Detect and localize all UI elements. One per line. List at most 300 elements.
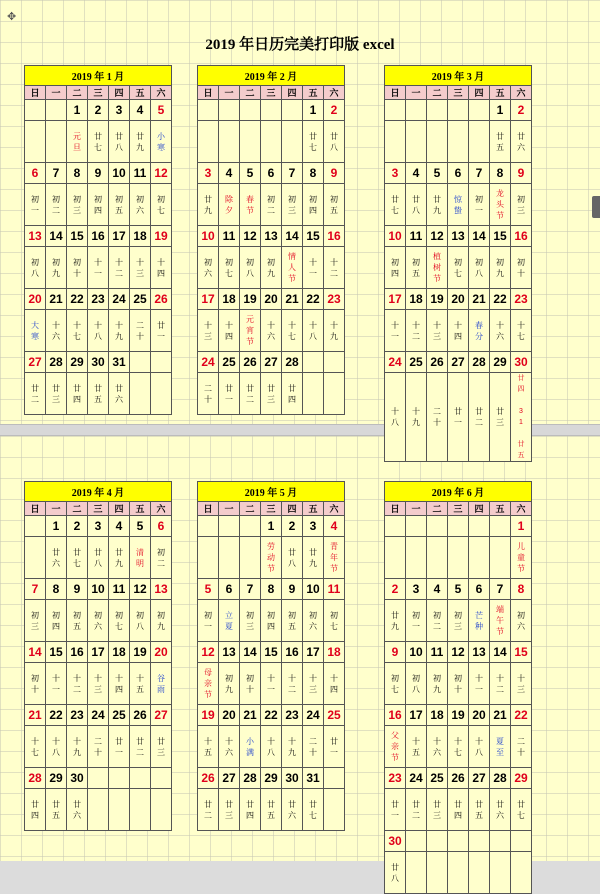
day-number[interactable]: 21 [25, 705, 46, 726]
lunar-date: 春 节 [240, 184, 261, 226]
lunar-date: 龙 头 节 [490, 184, 511, 226]
day-number[interactable]: 11 [219, 226, 240, 247]
lunar-date: 初 十 [67, 247, 88, 289]
day-number[interactable]: 3 [109, 100, 130, 121]
day-number[interactable]: 14 [469, 226, 490, 247]
day-number[interactable]: 27 [151, 705, 172, 726]
day-number[interactable]: 9 [511, 163, 532, 184]
day-number[interactable]: 28 [469, 352, 490, 373]
lunar-date: 情 人 节 [282, 247, 303, 289]
lunar-date: 廿 八 [406, 184, 427, 226]
day-number[interactable]: 8 [261, 579, 282, 600]
day-number[interactable]: 8 [303, 163, 324, 184]
day-number[interactable]: 26 [448, 768, 469, 789]
day-number[interactable]: 2 [324, 100, 345, 121]
day-number[interactable]: 17 [88, 642, 109, 663]
day-number[interactable]: 6 [448, 163, 469, 184]
lunar-date: 十 五 [130, 663, 151, 705]
day-number[interactable] [469, 100, 490, 121]
lunar-date: 十 四 [324, 663, 345, 705]
day-number[interactable]: 7 [490, 579, 511, 600]
day-number[interactable]: 4 [324, 516, 345, 537]
day-number[interactable] [448, 831, 469, 852]
day-number[interactable]: 18 [219, 289, 240, 310]
day-number[interactable]: 4 [130, 100, 151, 121]
day-number[interactable]: 1 [46, 516, 67, 537]
day-number[interactable] [219, 100, 240, 121]
lunar-date [324, 789, 345, 831]
day-number[interactable]: 29 [46, 768, 67, 789]
day-number[interactable]: 15 [511, 642, 532, 663]
day-number[interactable]: 9 [385, 642, 406, 663]
lunar-date: 十 二 [67, 663, 88, 705]
lunar-date: 十 三 [88, 663, 109, 705]
lunar-date: 廿 四 [240, 789, 261, 831]
lunar-date: 十 四 [448, 310, 469, 352]
day-number[interactable]: 17 [198, 289, 219, 310]
day-number[interactable]: 14 [25, 642, 46, 663]
lunar-date: 初 八 [25, 247, 46, 289]
day-number[interactable] [324, 768, 345, 789]
day-number[interactable]: 13 [469, 642, 490, 663]
day-number[interactable]: 12 [427, 226, 448, 247]
day-number[interactable]: 20 [219, 705, 240, 726]
day-number[interactable]: 1 [303, 100, 324, 121]
day-number[interactable]: 8 [46, 579, 67, 600]
day-number[interactable] [469, 516, 490, 537]
day-number[interactable]: 10 [88, 579, 109, 600]
day-number[interactable]: 6 [469, 579, 490, 600]
weekday-header: 五 [490, 502, 511, 516]
day-number[interactable]: 18 [130, 226, 151, 247]
day-number[interactable]: 21 [490, 705, 511, 726]
day-number[interactable]: 15 [67, 226, 88, 247]
day-number[interactable]: 13 [261, 226, 282, 247]
lunar-date: 廿 三 [151, 726, 172, 768]
day-number[interactable] [109, 768, 130, 789]
day-number[interactable]: 5 [151, 100, 172, 121]
lunar-date: 初 二 [151, 537, 172, 579]
day-number[interactable]: 3 [385, 163, 406, 184]
day-number[interactable]: 27 [219, 768, 240, 789]
lunar-date [198, 121, 219, 163]
day-number[interactable]: 14 [240, 642, 261, 663]
day-number[interactable]: 18 [324, 642, 345, 663]
weekday-header: 四 [282, 502, 303, 516]
day-number[interactable]: 10 [406, 642, 427, 663]
lunar-date: 廿 四 3 1 廿 五 [511, 373, 532, 462]
lunar-date: 廿 五 [88, 373, 109, 415]
day-number[interactable]: 6 [25, 163, 46, 184]
day-number[interactable] [385, 516, 406, 537]
day-number[interactable]: 30 [67, 768, 88, 789]
day-number[interactable]: 6 [151, 516, 172, 537]
day-number[interactable]: 19 [198, 705, 219, 726]
day-number[interactable]: 1 [67, 100, 88, 121]
day-number[interactable] [130, 352, 151, 373]
day-number[interactable]: 30 [282, 768, 303, 789]
lunar-date: 廿 一 [151, 310, 172, 352]
day-number[interactable]: 8 [490, 163, 511, 184]
day-number[interactable] [240, 516, 261, 537]
day-number[interactable]: 2 [282, 516, 303, 537]
day-number[interactable]: 25 [406, 352, 427, 373]
day-number[interactable]: 7 [240, 579, 261, 600]
weekday-header: 一 [219, 86, 240, 100]
lunar-date [427, 852, 448, 894]
day-number[interactable]: 21 [46, 289, 67, 310]
weekday-header: 四 [469, 502, 490, 516]
day-number[interactable]: 11 [109, 579, 130, 600]
day-number[interactable]: 5 [427, 163, 448, 184]
day-number[interactable]: 12 [151, 163, 172, 184]
lunar-date: 廿 八 [324, 121, 345, 163]
day-number[interactable]: 5 [448, 579, 469, 600]
day-number[interactable]: 25 [324, 705, 345, 726]
day-number[interactable]: 23 [88, 289, 109, 310]
day-number[interactable]: 16 [67, 642, 88, 663]
lunar-date: 芒 种 [469, 600, 490, 642]
lunar-date: 十 四 [109, 663, 130, 705]
day-number[interactable]: 12 [198, 642, 219, 663]
lunar-date [282, 121, 303, 163]
day-number[interactable]: 16 [511, 226, 532, 247]
day-number[interactable] [385, 100, 406, 121]
day-number[interactable]: 23 [282, 705, 303, 726]
day-number[interactable]: 9 [324, 163, 345, 184]
day-number[interactable] [198, 100, 219, 121]
day-number[interactable]: 4 [427, 579, 448, 600]
move-handle-icon[interactable]: ✥ [7, 11, 17, 23]
lunar-date: 立 夏 [219, 600, 240, 642]
lunar-date [219, 121, 240, 163]
day-number[interactable]: 7 [469, 163, 490, 184]
day-number[interactable]: 15 [490, 226, 511, 247]
day-number[interactable] [219, 516, 240, 537]
day-number[interactable]: 11 [130, 163, 151, 184]
day-number[interactable] [151, 352, 172, 373]
day-number[interactable]: 4 [406, 163, 427, 184]
lunar-date: 初 九 [427, 663, 448, 705]
day-number[interactable]: 13 [448, 226, 469, 247]
day-number[interactable]: 9 [282, 579, 303, 600]
day-number[interactable]: 22 [511, 705, 532, 726]
day-number[interactable]: 27 [261, 352, 282, 373]
side-scroll-tab[interactable] [592, 196, 600, 218]
day-number[interactable] [198, 516, 219, 537]
day-number[interactable]: 20 [261, 289, 282, 310]
day-number[interactable]: 5 [240, 163, 261, 184]
lunar-date: 初 十 [448, 663, 469, 705]
day-number[interactable]: 25 [109, 705, 130, 726]
day-number[interactable]: 8 [511, 579, 532, 600]
day-number[interactable]: 2 [511, 100, 532, 121]
day-number[interactable]: 15 [303, 226, 324, 247]
day-number[interactable]: 2 [88, 100, 109, 121]
day-number[interactable]: 29 [67, 352, 88, 373]
day-number[interactable]: 25 [130, 289, 151, 310]
day-number[interactable]: 19 [448, 705, 469, 726]
day-number[interactable]: 22 [261, 705, 282, 726]
day-number[interactable]: 22 [490, 289, 511, 310]
day-number[interactable]: 18 [406, 289, 427, 310]
day-number[interactable] [25, 100, 46, 121]
day-number[interactable]: 17 [385, 289, 406, 310]
day-number[interactable]: 13 [25, 226, 46, 247]
day-number[interactable] [490, 831, 511, 852]
lunar-date: 谷 雨 [151, 663, 172, 705]
day-number[interactable]: 26 [198, 768, 219, 789]
day-number[interactable]: 11 [406, 226, 427, 247]
day-number[interactable]: 19 [130, 642, 151, 663]
day-number[interactable]: 27 [448, 352, 469, 373]
day-number[interactable]: 17 [406, 705, 427, 726]
day-number[interactable]: 16 [324, 226, 345, 247]
lunar-date: 十 七 [282, 310, 303, 352]
day-number[interactable]: 28 [240, 768, 261, 789]
day-number[interactable]: 13 [219, 642, 240, 663]
lunar-date: 廿 六 [67, 789, 88, 831]
day-number[interactable]: 4 [219, 163, 240, 184]
day-number[interactable]: 10 [303, 579, 324, 600]
day-number[interactable]: 5 [198, 579, 219, 600]
day-number[interactable]: 12 [240, 226, 261, 247]
day-number[interactable] [427, 831, 448, 852]
lunar-date: 小 满 [240, 726, 261, 768]
day-number[interactable]: 19 [151, 226, 172, 247]
lunar-date: 十 九 [282, 726, 303, 768]
day-number[interactable]: 12 [130, 579, 151, 600]
lunar-date: 十 八 [385, 373, 406, 462]
day-number[interactable]: 3 [198, 163, 219, 184]
lunar-date [427, 121, 448, 163]
day-number[interactable]: 20 [25, 289, 46, 310]
day-number[interactable]: 19 [240, 289, 261, 310]
day-number[interactable]: 27 [469, 768, 490, 789]
lunar-date: 二 十 [198, 373, 219, 415]
day-number[interactable]: 14 [282, 226, 303, 247]
day-number[interactable]: 21 [240, 705, 261, 726]
day-number[interactable] [25, 516, 46, 537]
lunar-date: 十 三 [427, 310, 448, 352]
weekday-header: 日 [385, 86, 406, 100]
lunar-date: 十 六 [427, 726, 448, 768]
day-number[interactable]: 4 [109, 516, 130, 537]
day-number[interactable]: 11 [324, 579, 345, 600]
day-number[interactable]: 24 [198, 352, 219, 373]
day-number[interactable]: 24 [88, 705, 109, 726]
day-number[interactable]: 24 [406, 768, 427, 789]
weekday-header: 二 [427, 502, 448, 516]
day-number[interactable]: 20 [448, 289, 469, 310]
day-number[interactable]: 30 [385, 831, 406, 852]
month-calendar [197, 481, 345, 831]
lunar-date [88, 789, 109, 831]
day-number[interactable]: 26 [151, 289, 172, 310]
lunar-date [406, 537, 427, 579]
lunar-date: 初 三 [67, 184, 88, 226]
day-number[interactable]: 29 [511, 768, 532, 789]
lunar-date [385, 537, 406, 579]
day-number[interactable]: 10 [198, 226, 219, 247]
day-number[interactable]: 1 [490, 100, 511, 121]
day-number[interactable]: 24 [303, 705, 324, 726]
day-number[interactable]: 29 [261, 768, 282, 789]
day-number[interactable]: 31 [109, 352, 130, 373]
lunar-date: 廿 八 [385, 852, 406, 894]
day-number[interactable] [406, 516, 427, 537]
lunar-date [46, 121, 67, 163]
day-number[interactable]: 5 [130, 516, 151, 537]
day-number[interactable]: 31 [303, 768, 324, 789]
day-number[interactable]: 8 [67, 163, 88, 184]
lunar-date: 端 午 节 [490, 600, 511, 642]
day-number[interactable]: 23 [324, 289, 345, 310]
lunar-date: 初 一 [406, 600, 427, 642]
day-number[interactable]: 14 [46, 226, 67, 247]
day-number[interactable]: 26 [130, 705, 151, 726]
lunar-date: 初 七 [448, 247, 469, 289]
day-number[interactable]: 22 [67, 289, 88, 310]
lunar-date: 廿 二 [198, 789, 219, 831]
day-number[interactable]: 30 [88, 352, 109, 373]
month-title: 2019 年 6 月 [385, 482, 532, 502]
day-number[interactable]: 3 [406, 579, 427, 600]
day-number[interactable]: 7 [46, 163, 67, 184]
day-number[interactable] [151, 768, 172, 789]
lunar-date: 廿 三 [46, 373, 67, 415]
day-number[interactable]: 17 [303, 642, 324, 663]
day-number[interactable]: 27 [25, 352, 46, 373]
day-number[interactable] [406, 831, 427, 852]
day-number[interactable]: 19 [427, 289, 448, 310]
day-number[interactable]: 7 [25, 579, 46, 600]
day-number[interactable] [261, 100, 282, 121]
day-number[interactable]: 9 [67, 579, 88, 600]
day-number[interactable]: 17 [109, 226, 130, 247]
day-number[interactable]: 20 [151, 642, 172, 663]
day-number[interactable]: 18 [427, 705, 448, 726]
day-number[interactable]: 21 [282, 289, 303, 310]
day-number[interactable]: 28 [25, 768, 46, 789]
day-number[interactable] [406, 100, 427, 121]
day-number[interactable]: 14 [490, 642, 511, 663]
lunar-date: 初 七 [219, 247, 240, 289]
day-number[interactable]: 10 [109, 163, 130, 184]
lunar-date [219, 537, 240, 579]
day-number[interactable]: 1 [261, 516, 282, 537]
lunar-date [448, 537, 469, 579]
weekday-header: 二 [67, 502, 88, 516]
day-number[interactable] [427, 100, 448, 121]
day-number[interactable]: 6 [261, 163, 282, 184]
day-number[interactable] [490, 516, 511, 537]
lunar-date: 廿 四 [67, 373, 88, 415]
lunar-date: 初 七 [109, 600, 130, 642]
weekday-header: 三 [261, 502, 282, 516]
day-number[interactable]: 25 [427, 768, 448, 789]
day-number[interactable]: 2 [385, 579, 406, 600]
day-number[interactable] [448, 516, 469, 537]
day-number[interactable]: 20 [469, 705, 490, 726]
day-number[interactable]: 23 [385, 768, 406, 789]
day-number[interactable]: 15 [261, 642, 282, 663]
day-number[interactable]: 16 [282, 642, 303, 663]
lunar-date: 廿 二 [469, 373, 490, 462]
day-number[interactable]: 3 [303, 516, 324, 537]
day-number[interactable]: 26 [240, 352, 261, 373]
day-number[interactable]: 10 [385, 226, 406, 247]
day-number[interactable]: 22 [303, 289, 324, 310]
lunar-date [151, 373, 172, 415]
day-number[interactable]: 6 [219, 579, 240, 600]
day-number[interactable] [240, 100, 261, 121]
day-number[interactable]: 23 [67, 705, 88, 726]
day-number[interactable]: 24 [109, 289, 130, 310]
lunar-date: 初 二 [261, 184, 282, 226]
weekday-header: 日 [198, 502, 219, 516]
lunar-date [303, 373, 324, 415]
day-number[interactable]: 25 [219, 352, 240, 373]
day-number[interactable]: 24 [385, 352, 406, 373]
lunar-date: 元 旦 [67, 121, 88, 163]
day-number[interactable]: 12 [448, 642, 469, 663]
day-number[interactable] [303, 352, 324, 373]
weekday-header: 日 [198, 86, 219, 100]
month-title: 2019 年 1 月 [25, 66, 172, 86]
day-number[interactable]: 23 [511, 289, 532, 310]
day-number[interactable]: 2 [67, 516, 88, 537]
lunar-date: 初 四 [303, 184, 324, 226]
lunar-date: 十 八 [46, 726, 67, 768]
day-number[interactable] [324, 352, 345, 373]
day-number[interactable] [469, 831, 490, 852]
day-number[interactable]: 28 [490, 768, 511, 789]
day-number[interactable]: 18 [109, 642, 130, 663]
lunar-date: 初 四 [46, 600, 67, 642]
day-number[interactable]: 1 [511, 516, 532, 537]
day-number[interactable]: 16 [88, 226, 109, 247]
day-number[interactable] [448, 100, 469, 121]
day-number[interactable] [427, 516, 448, 537]
day-number[interactable] [511, 831, 532, 852]
lunar-date: 十 一 [261, 663, 282, 705]
day-number[interactable]: 26 [427, 352, 448, 373]
day-number[interactable] [282, 100, 303, 121]
lunar-date: 初 三 [240, 600, 261, 642]
day-number[interactable] [88, 768, 109, 789]
lunar-date: 初 三 [282, 184, 303, 226]
day-number[interactable]: 3 [88, 516, 109, 537]
day-number[interactable]: 15 [46, 642, 67, 663]
day-number[interactable]: 29 [490, 352, 511, 373]
day-number[interactable]: 13 [151, 579, 172, 600]
day-number[interactable] [46, 100, 67, 121]
day-number[interactable]: 28 [46, 352, 67, 373]
day-number[interactable]: 30 [511, 352, 532, 373]
lunar-date: 廿 三 [219, 789, 240, 831]
day-number[interactable] [130, 768, 151, 789]
day-number[interactable]: 11 [427, 642, 448, 663]
lunar-date: 十 五 [406, 726, 427, 768]
day-number[interactable]: 7 [282, 163, 303, 184]
day-number[interactable]: 22 [46, 705, 67, 726]
day-number[interactable]: 16 [385, 705, 406, 726]
day-number[interactable]: 28 [282, 352, 303, 373]
day-number[interactable]: 21 [469, 289, 490, 310]
weekday-header: 六 [511, 86, 532, 100]
day-number[interactable]: 9 [88, 163, 109, 184]
